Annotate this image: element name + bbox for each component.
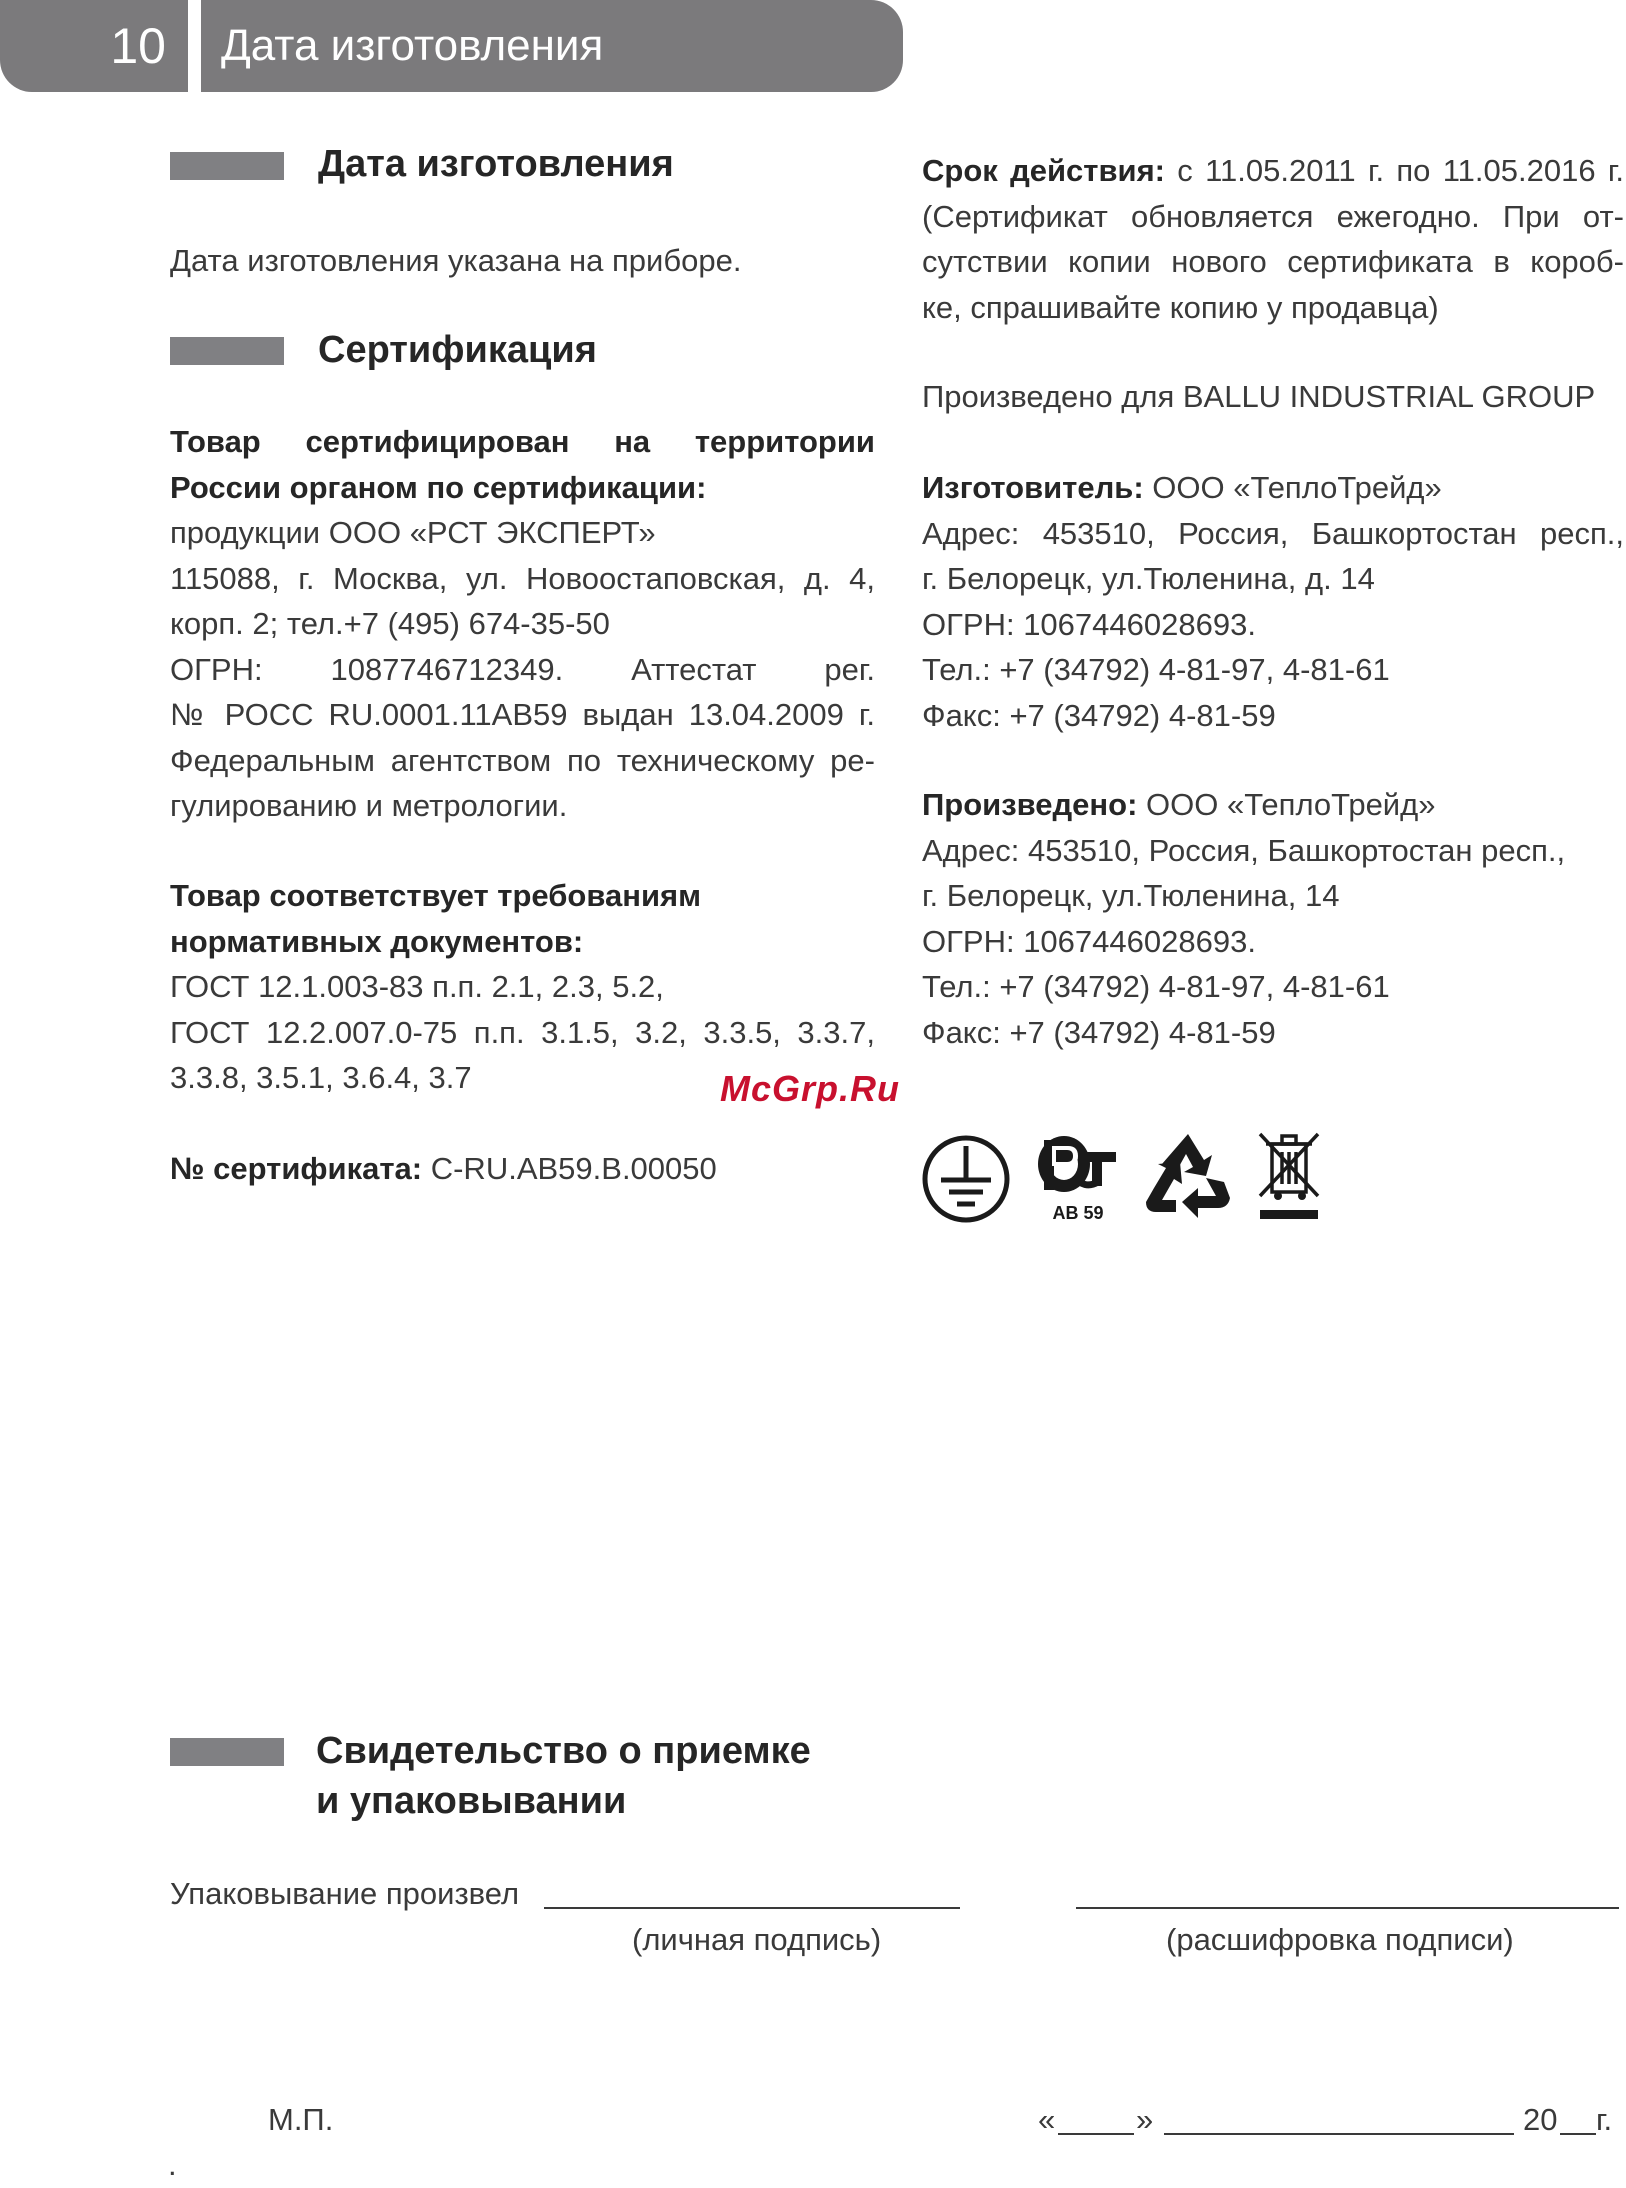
produced-line: Адрес: 453510, Россия, Башкортостан респ., xyxy=(922,832,1566,868)
manufacture-heading: Дата изготовления xyxy=(318,143,674,185)
validity-line xyxy=(922,148,1624,194)
stamp-label: М.П. xyxy=(268,2102,334,2137)
cert-line: ОГРН: 1087746712349. Аттестат рег. xyxy=(170,651,875,687)
watermark: McGrp.Ru xyxy=(720,1068,901,1109)
maker-line xyxy=(922,465,1624,511)
year-prefix: 20 xyxy=(1523,2102,1558,2137)
weee-crossed-bin-icon xyxy=(1256,1130,1322,1222)
cert-no-value: С-RU.АВ59.В.00050 xyxy=(422,1151,717,1186)
date-year-field[interactable] xyxy=(1560,2133,1596,2135)
norms-bold-line: Товар соответствует требованиям xyxy=(170,878,702,913)
maker-line: Тел.: +7 (34792) 4-81-97, 4-81-61 xyxy=(922,652,1390,687)
cert-bold-line: России органом по сертификации: xyxy=(170,469,707,505)
produced-label: Произведено: xyxy=(922,787,1138,822)
section-marker-bar xyxy=(170,337,284,365)
validity-line: ке, спрашивайте копию у продавца) xyxy=(922,289,1439,325)
manufacturer-block xyxy=(922,465,1624,738)
certification-block xyxy=(170,419,875,829)
page-header-title: Дата изготовления xyxy=(201,0,903,92)
produced-line: Факс: +7 (34792) 4-81-59 xyxy=(922,1014,1276,1050)
cert-line: продукции ООО «РСТ ЭКСПЕРТ» xyxy=(170,515,656,550)
packed-by-label: Упаковывание произвел xyxy=(170,1876,520,1911)
produced-line: Тел.: +7 (34792) 4-81-97, 4-81-61 xyxy=(922,969,1390,1004)
page-number: 10 xyxy=(0,0,188,92)
produced-value: ООО «ТеплоТрейд» xyxy=(1137,787,1436,822)
produced-block xyxy=(922,782,1624,1055)
acceptance-heading-line: Свидетельство о приемке xyxy=(316,1730,811,1772)
norms-line: 3.3.8, 3.5.1, 3.6.4, 3.7 xyxy=(170,1060,472,1095)
produced-for: Произведено для BALLU INDUSTRIAL GROUP xyxy=(922,379,1596,414)
signature-field[interactable] xyxy=(544,1907,960,1909)
cert-line: гулированию и метрологии. xyxy=(170,788,568,823)
validity-block xyxy=(922,148,1624,330)
date-open-quote: « xyxy=(1038,2102,1056,2137)
page-dot: . xyxy=(168,2147,177,2182)
validity-value: с 11.05.2011 г. по 11.05.2016 г. xyxy=(1165,153,1624,188)
validity-line: (Сертификат обновляется ежегодно. При от- xyxy=(922,198,1624,234)
maker-line: г. Белорецк, ул.Тюленина, д. 14 xyxy=(922,561,1375,596)
maker-line: Факс: +7 (34792) 4-81-59 xyxy=(922,697,1276,733)
produced-line: г. Белорецк, ул.Тюленина, 14 xyxy=(922,878,1340,913)
produced-line: ОГРН: 1067446028693. xyxy=(922,923,1256,959)
norms-bold-line: нормативных документов: xyxy=(170,923,584,959)
certification-heading: Сертификация xyxy=(318,329,597,371)
certificate-number xyxy=(170,1146,717,1192)
decoding-caption: (расшифровка подписи) xyxy=(1166,1922,1514,1957)
manufacture-text: Дата изготовления указана на приборе. xyxy=(170,243,742,278)
date-close-quote: » xyxy=(1136,2102,1154,2137)
norms-line: ГОСТ 12.2.007.0-75 п.п. 3.1.5, 3.2, 3.3.5, 3.3.7, xyxy=(170,1014,875,1050)
acceptance-heading-line: и упаковывании xyxy=(316,1780,627,1822)
cert-no-label: № сертификата: xyxy=(170,1151,423,1186)
cert-line: Федеральным агентством по техническому ре- xyxy=(170,742,875,778)
ground-icon xyxy=(921,1134,1011,1224)
year-suffix: г. xyxy=(1596,2102,1613,2137)
cert-line: 115088, г. Москва, ул. Новоостаповская, д. 4, xyxy=(170,560,875,596)
maker-value: ООО «ТеплоТрейд» xyxy=(1143,470,1442,505)
norms-line: ГОСТ 12.1.003-83 п.п. 2.1, 2.3, 5.2, xyxy=(170,969,664,1004)
signature-caption: (личная подпись) xyxy=(632,1922,882,1957)
cert-line: корп. 2; тел.+7 (495) 674-35-50 xyxy=(170,606,610,641)
section-marker-bar xyxy=(170,152,284,180)
norms-block xyxy=(170,873,875,1101)
validity-label: Срок действия: xyxy=(922,153,1165,188)
produced-line xyxy=(922,782,1624,828)
cert-bold-line: Товар сертифицирован на территории xyxy=(170,424,875,459)
validity-line: сутствии копии нового сертификата в короб- xyxy=(922,244,1624,279)
recycle-icon xyxy=(1142,1130,1234,1220)
signature-decoding-field[interactable] xyxy=(1076,1907,1619,1909)
maker-label: Изготовитель: xyxy=(922,470,1144,505)
maker-line: ОГРН: 1067446028693. xyxy=(922,606,1256,642)
date-month-field[interactable] xyxy=(1164,2133,1514,2135)
section-marker-bar xyxy=(170,1738,284,1766)
maker-line: Адрес: 453510, Россия, Башкортостан респ., xyxy=(922,515,1624,551)
acceptance-heading xyxy=(316,1726,811,1826)
rst-code-label: АВ 59 xyxy=(1052,1203,1104,1223)
rst-certification-icon xyxy=(1034,1132,1124,1224)
date-day-field[interactable] xyxy=(1058,2133,1134,2135)
cert-line: № РОСС RU.0001.11АВ59 выдан 13.04.2009 г. xyxy=(170,697,875,732)
